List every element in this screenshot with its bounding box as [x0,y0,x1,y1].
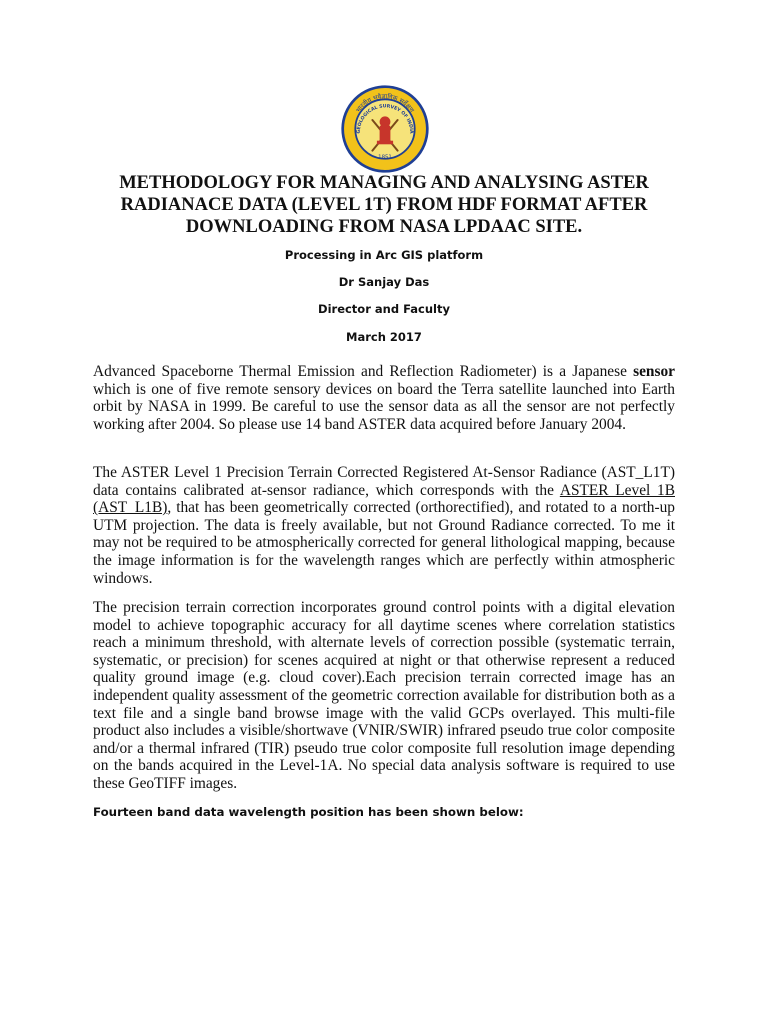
paragraph-terrain-correction: The precision terrain correction incorporates ground control points with a digital elevation model to achieve topographic accuracy for all daytime scenes where correlation statistics reach a minimum threshold, with alternate levels of correction possible (systematic terrain, systematic, or precision) for scenes acquired at night or that otherwise represent a reduced quality ground image (e.g. cloud cover).Each precision terrain corrected image has an independent quality assessment of the geometric correction available for distribution both as a text file and a single band browse image with the valid GCPs overlayed. This multi-file product also includes a visible/shortwave (VNIR/SWIR) infrared pseudo true color composite and/or a thermal infrared (TIR) pseudo true color composite full resolution image depending on the bands acquired in the Level-1A. No special data analysis software is required to use these GeoTIFF images. [93,599,675,792]
bold-term: sensor [633,363,675,380]
aster-l1b-link[interactable]: ASTER Level 1B (AST_L1B) [93,481,675,517]
subtitle: Processing in Arc GIS platform [284,248,484,262]
title-line: DOWNLOADING FROM NASA LPDAAC SITE. [185,217,583,237]
paragraph-intro: Advanced Spaceborne Thermal Emission and Reflection Radiometer) is a Japanese sensor which is one of five remote sensory devices on board the Terra satellite launched into Earth orbit by NASA in 1999. Be careful to use the sensor data as all the sensor are not perfectly working after 2004. So please use 14 band ASTER data acquired before January 2004. [93,363,675,433]
logo-hindi-text: भारतीय भूवैज्ञानिक सर्वेक्षण [354,93,416,114]
author-role: Director and Faculty [318,302,450,316]
logo-band-text: GEOLOGICAL SURVEY OF INDIA [356,104,414,134]
title-line: METHODOLOGY FOR MANAGING AND ANALYSING ASTER [119,173,649,193]
document-date: March 2017 [346,330,422,344]
paragraph-level1t: The ASTER Level 1 Precision Terrain Corrected Registered At-Sensor Radiance (AST_L1T) data contains calibrated at-sensor radiance, which corresponds with the ASTER Level 1B (AST_L1B), that has been geometrically corrected (orthorectified), and rotated to a north-up UTM projection. The data is freely available, but not Ground Radiance corrected. To me it may not be required to be atmospherically corrected for general lithological mapping, because the image information is for the wavelength ranges which are perfectly within atmospheric windows. [93,464,675,587]
section-heading: Fourteen band data wavelength position has been shown below: [93,805,524,819]
gsi-logo-emblem [340,84,430,174]
document-title [96,172,672,238]
author-name: Dr Sanjay Das [338,275,430,289]
logo-year: 1851 [378,154,392,161]
title-line: RADIANACE DATA (LEVEL 1T) FROM HDF FORMAT AFTER [120,195,648,215]
